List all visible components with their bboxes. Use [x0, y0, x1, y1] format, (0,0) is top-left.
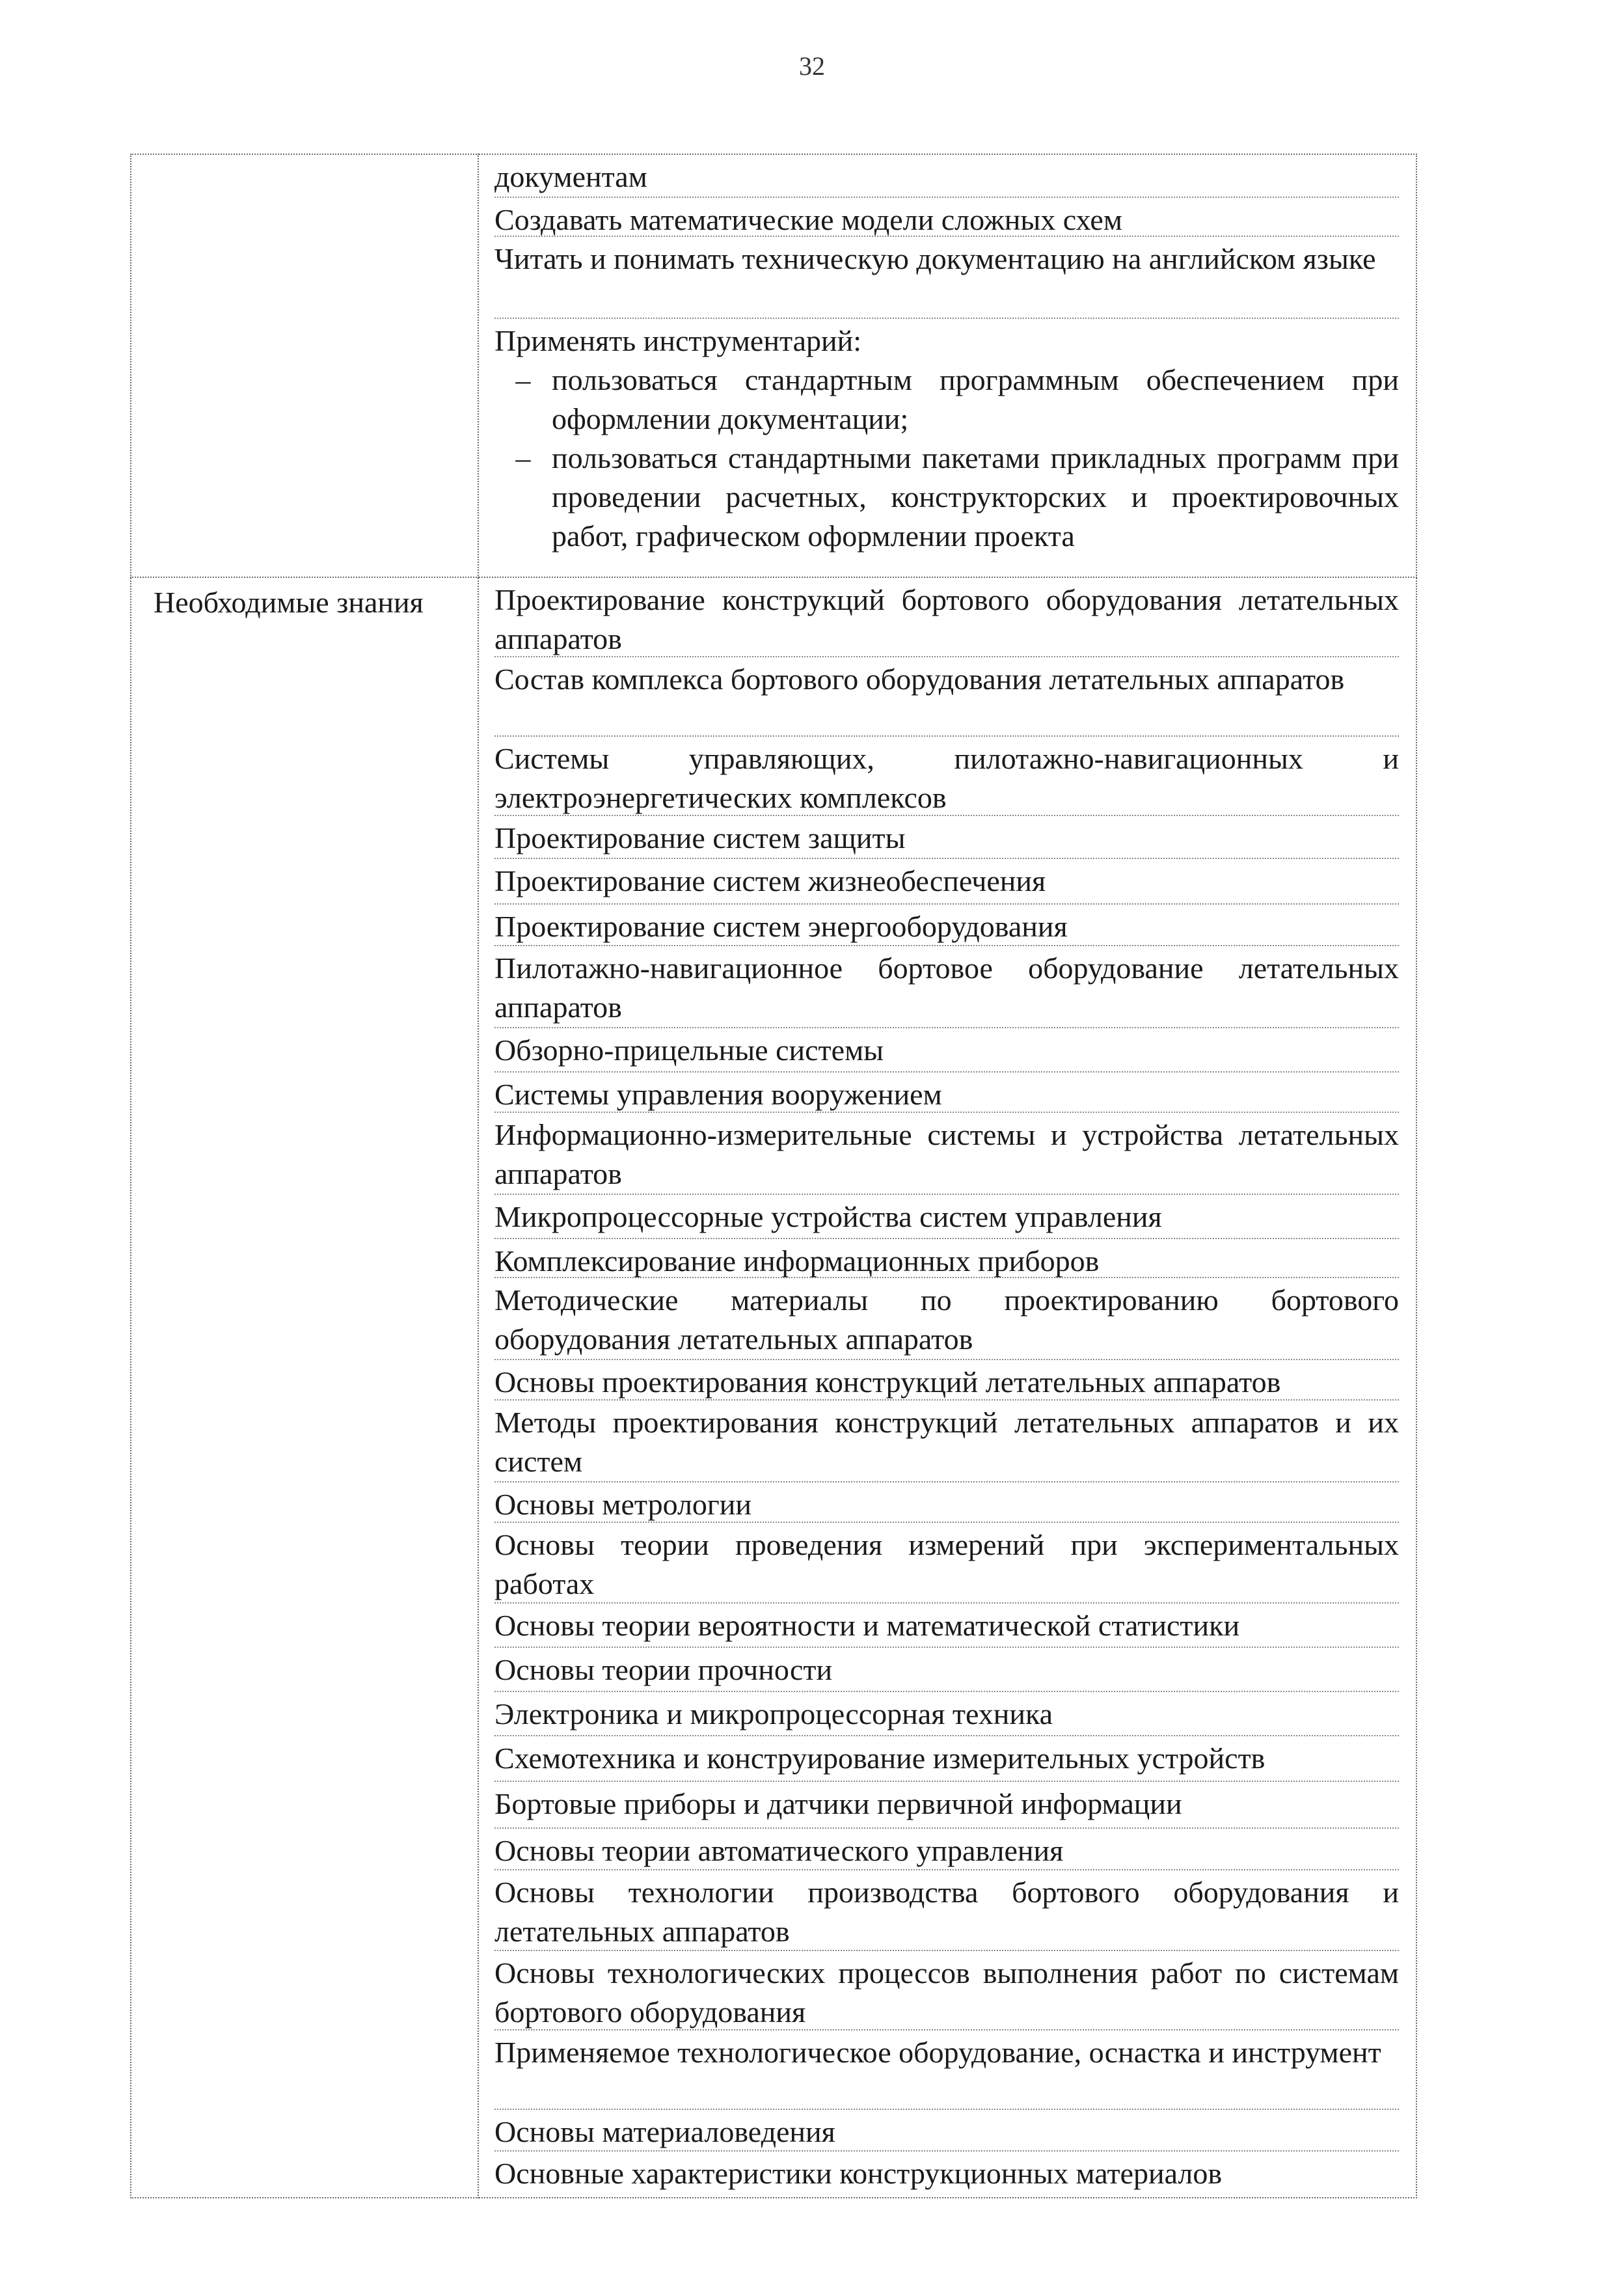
tools-intro: Применять инструментарий: — [494, 324, 862, 357]
knowledge-item: Микропроцессорные устройства систем управления — [494, 1195, 1399, 1239]
knowledge-item: Основы материаловедения — [494, 2110, 1399, 2152]
knowledge-item: Основы метрологии — [494, 1483, 1399, 1523]
skill-tools — [494, 319, 1399, 560]
tools-bullet-2 — [494, 439, 1399, 556]
knowledge-item: Основы теории автоматического управления — [494, 1829, 1399, 1870]
knowledge-item: Основы теории проведения измерений при экспериментальных работах — [494, 1523, 1399, 1604]
knowledge-item: Проектирование систем защиты — [494, 816, 1399, 859]
knowledge-item: Основы теории вероятности и математической статистики — [494, 1604, 1399, 1648]
knowledge-item: Обзорно-прицельные системы — [494, 1028, 1399, 1073]
knowledge-content-cell — [478, 577, 1416, 2198]
knowledge-item: Основные характеристики конструкционных материалов — [494, 2157, 1223, 2190]
skills-content-cell — [478, 154, 1416, 577]
tools-bullet-text: пользоваться стандартным программным обеспечением при оформлении документации; — [552, 363, 1399, 435]
knowledge-item: Основы проектирования конструкций летательных аппаратов — [494, 1360, 1399, 1401]
knowledge-item: Основы теории прочности — [494, 1648, 1399, 1692]
knowledge-item: Системы управляющих, пилотажно-навигационных и электроэнергетических комплексов — [494, 737, 1399, 816]
knowledge-item: Основы технологии производства бортового оборудования и летательных аппаратов — [494, 1870, 1399, 1951]
knowledge-item: Методические материалы по проектированию бортового оборудования летательных аппаратов — [494, 1278, 1399, 1360]
knowledge-item: Электроника и микропроцессорная техника — [494, 1692, 1399, 1736]
knowledge-item: Проектирование систем жизнеобеспечения — [494, 859, 1399, 905]
knowledge-item: Информационно-измерительные системы и устройства летательных аппаратов — [494, 1113, 1399, 1195]
knowledge-item: Пилотажно-навигационное бортовое оборудование летательных аппаратов — [494, 946, 1399, 1028]
skills-continued-text: документам — [494, 155, 1399, 198]
knowledge-label-cell — [131, 577, 478, 2198]
skill-item-1: Создавать математические модели сложных схем — [494, 198, 1399, 237]
knowledge-item: Состав комплекса бортового оборудования летательных аппаратов — [494, 657, 1399, 737]
dash-marker: – — [515, 441, 531, 474]
dash-marker: – — [515, 363, 531, 396]
page-number: 32 — [799, 51, 825, 81]
knowledge-item: Проектирование конструкций бортового оборудования летательных аппаратов — [494, 578, 1399, 657]
competency-table — [130, 154, 1417, 2198]
skill-item-2: Читать и понимать техническую документацию на английском языке — [494, 237, 1399, 319]
knowledge-label: Необходимые знания — [154, 586, 424, 619]
knowledge-row — [131, 577, 1416, 2198]
knowledge-item: Основы технологических процессов выполнения работ по системам бортового оборудования — [494, 1951, 1399, 2030]
knowledge-item: Методы проектирования конструкций летательных аппаратов и их систем — [494, 1401, 1399, 1483]
knowledge-item: Проектирование систем энергооборудования — [494, 905, 1399, 946]
knowledge-item: Системы управления вооружением — [494, 1073, 1399, 1113]
skills-label-cell — [131, 154, 478, 577]
knowledge-item: Бортовые приборы и датчики первичной информации — [494, 1782, 1399, 1829]
knowledge-item: Применяемое технологическое оборудование, оснастка и инструмент — [494, 2030, 1399, 2110]
skills-row — [131, 154, 1416, 577]
tools-bullet-text: пользоваться стандартными пакетами прикладных программ при проведении расчетных, конструкторских и проектировочных работ, графическом оформлении проекта — [552, 441, 1399, 553]
knowledge-item: Схемотехника и конструирование измерительных устройств — [494, 1736, 1399, 1782]
tools-bullet-1 — [494, 361, 1399, 439]
knowledge-item: Комплексирование информационных приборов — [494, 1239, 1399, 1278]
